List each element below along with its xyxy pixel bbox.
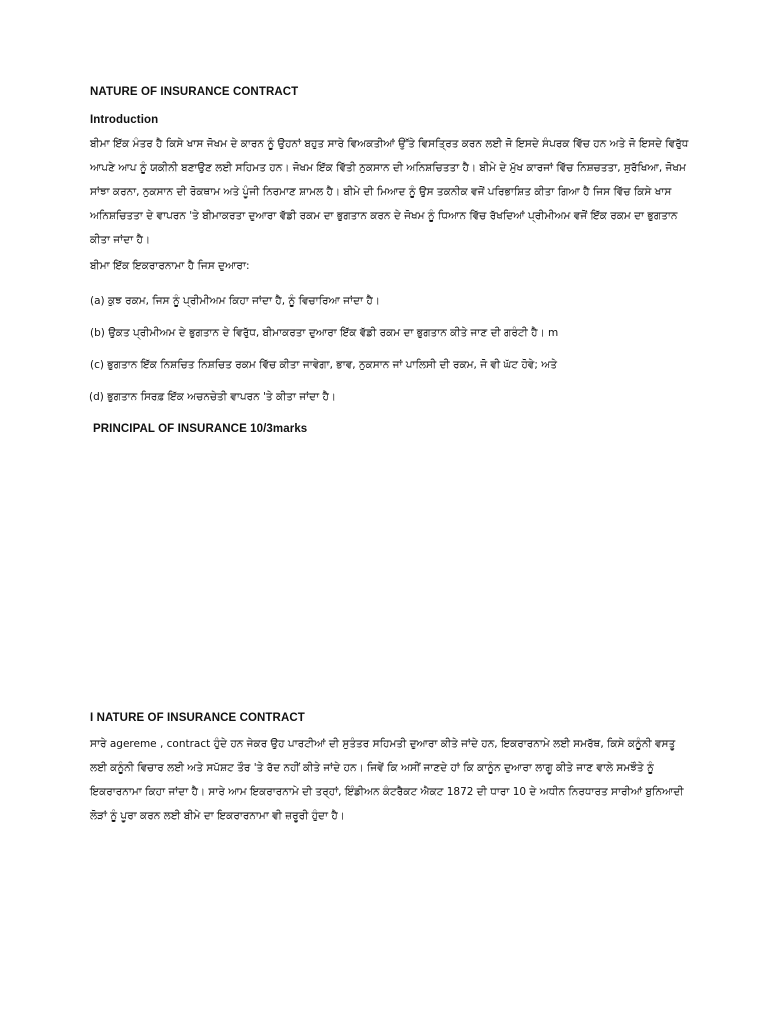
introduction-section-label — [90, 114, 690, 126]
nature-heading: NATURE OF INSURANCE CONTRACT — [90, 86, 299, 98]
list-item-b: (b) ਉਕਤ ਪ੍ਰੀਮੀਅਮ ਦੇ ਭੁਗਤਾਨ ਦੇ ਵਿਰੁੱਧ, ਬੀਮਾਕਰਤਾ ਦੁਆਰਾ ਇੱਕ ਵੱਡੀ ਰਕਮ ਦਾ ਭੁਗਤਾਨ ਕੀਤੇ ਜਾਣ ਦੀ ਗਰੰਟੀ ਹੈ। m — [90, 327, 559, 339]
list-item-d: (d) ਭੁਗਤਾਨ ਸਿਰਫ਼ ਇੱਕ ਅਚਨਚੇਤੀ ਵਾਪਰਨ 'ਤੇ ਕੀਤਾ ਜਾਂਦਾ ਹੈ। — [89, 391, 336, 403]
nature-paragraph: ਸਾਰੇ agereme , contract ਹੁੰਦੇ ਹਨ ਜੇਕਰ ਉਹ ਪਾਰਟੀਆਂ ਦੀ ਸੁਤੰਤਰ ਸਹਿਮਤੀ ਦੁਆਰਾ ਕੀਤੇ ਜਾਂਦੇ ਹਨ, ਇਕਰਾਰਨਾਮੇ ਲਈ ਸਮਰੱਥ, ਕਿਸੇ ਕਨੂੰਨੀ ਵਸਤੂ ਲਈ ਕਨੂੰਨੀ ਵਿਚਾਰ ਲਈ ਅਤੇ ਸਪੱਸ਼ਟ ਤੌਰ 'ਤੇ ਰੱਦ ਨਹੀਂ ਕੀਤੇ ਜਾਂਦੇ ਹਨ। ਜਿਵੇਂ ਕਿ ਅਸੀਂ ਜਾਣਦੇ ਹਾਂ ਕਿ ਕਾਨੂੰਨ ਦੁਆਰਾ ਲਾਗੂ ਕੀਤੇ ਜਾਣ ਵਾਲੇ ਸਮਝੌਤੇ ਨੂੰ ਇਕਰਾਰਨਾਮਾ ਕਿਹਾ ਜਾਂਦਾ ਹੈ। ਸਾਰੇ ਆਮ ਇਕਰਾਰਨਾਮੇ ਦੀ ਤਰ੍ਹਾਂ, ਇੰਡੀਅਨ ਕੰਟਰੈਕਟ ਐਕਟ 1872 ਦੀ ਧਾਰਾ 10 ਦੇ ਅਧੀਨ ਨਿਰਧਾਰਤ ਸਾਰੀਆਂ ਬੁਨਿਆਦੀ ਲੋੜਾਂ ਨੂੰ ਪੂਰਾ ਕਰਨ ਲਈ ਬੀਮੇ ਦਾ ਇਕਰਾਰਨਾਮਾ ਵੀ ਜ਼ਰੂਰੀ ਹੁੰਦਾ ਹੈ। — [90, 738, 684, 822]
nature-paragraph-block — [90, 732, 690, 828]
contract-definition-block — [90, 258, 690, 274]
nature-section-title — [90, 712, 690, 724]
list-item — [90, 325, 690, 341]
list-item-c: (c) ਭੁਗਤਾਨ ਇੱਕ ਨਿਸ਼ਚਿਤ ਨਿਸ਼ਚਿਤ ਰਕਮ ਵਿੱਚ ਕੀਤਾ ਜਾਵੇਗਾ, ਭਾਵ, ਨੁਕਸਾਨ ਜਾਂ ਪਾਲਿਸੀ ਦੀ ਰਕਮ, ਜੋ ਵੀ ਘੱਟ ਹੋਵੇ; ਅਤੇ — [90, 359, 557, 371]
list-item-a: (a) ਕੁਝ ਰਕਮ, ਜਿਸ ਨੂੰ ਪ੍ਰੀਮੀਅਮ ਕਿਹਾ ਜਾਂਦਾ ਹੈ, ਨੂੰ ਵਿਚਾਰਿਆ ਜਾਂਦਾ ਹੈ। — [90, 295, 380, 307]
contract-definition-text: ਬੀਮਾ ਇੱਕ ਇਕਰਾਰਨਾਮਾ ਹੈ ਜਿਸ ਦੁਆਰਾ: — [90, 260, 250, 272]
principal-section-title — [93, 423, 693, 435]
introduction-paragraph-block — [90, 132, 690, 252]
introduction-heading: Introduction — [90, 114, 159, 126]
nature-i-heading: I NATURE OF INSURANCE CONTRACT — [90, 712, 305, 724]
list-item — [89, 389, 689, 405]
introduction-paragraph: ਬੀਮਾ ਇੱਕ ਮੰਤਰ ਹੈ ਕਿਸੇ ਖਾਸ ਜੋਖਮ ਦੇ ਕਾਰਨ ਨੂੰ ਉਹਨਾਂ ਬਹੁਤ ਸਾਰੇ ਵਿਅਕਤੀਆਂ ਉੱਤੇ ਵਿਸਤ੍ਰਿਤ ਕਰਨ ਲਈ ਜੋ ਇਸਦੇ ਸੰਪਰਕ ਵਿੱਚ ਹਨ ਅਤੇ ਜੋ ਇਸਦੇ ਵਿਰੁੱਧ ਆਪਣੇ ਆਪ ਨੂੰ ਯਕੀਨੀ ਬਣਾਉਣ ਲਈ ਸਹਿਮਤ ਹਨ। ਜੋਖਮ ਇੱਕ ਵਿੱਤੀ ਨੁਕਸਾਨ ਦੀ ਅਨਿਸ਼ਚਿਤਤਾ ਹੈ। ਬੀਮੇ ਦੇ ਮੁੱਖ ਕਾਰਜਾਂ ਵਿੱਚ ਨਿਸ਼ਚਤਤਾ, ਸੁਰੱਖਿਆ, ਜੋਖਮ ਸਾਂਝਾ ਕਰਨਾ, ਨੁਕਸਾਨ ਦੀ ਰੋਕਥਾਮ ਅਤੇ ਪੂੰਜੀ ਨਿਰਮਾਣ ਸ਼ਾਮਲ ਹੈ। ਬੀਮੇ ਦੀ ਮਿਆਦ ਨੂੰ ਉਸ ਤਕਨੀਕ ਵਜੋਂ ਪਰਿਭਾਸ਼ਿਤ ਕੀਤਾ ਗਿਆ ਹੈ ਜਿਸ ਵਿੱਚ ਕਿਸੇ ਖਾਸ ਅਨਿਸ਼ਚਿਤਤਾ ਦੇ ਵਾਪਰਨ 'ਤੇ ਬੀਮਾਕਰਤਾ ਦੁਆਰਾ ਵੱਡੀ ਰਕਮ ਦਾ ਭੁਗਤਾਨ ਕਰਨ ਦੇ ਜੋਖਮ ਨੂੰ ਧਿਆਨ ਵਿੱਚ ਰੱਖਦਿਆਂ ਪ੍ਰੀਮੀਅਮ ਵਜੋਂ ਇੱਕ ਰਕਮ ਦਾ ਭੁਗਤਾਨ ਕੀਤਾ ਜਾਂਦਾ ਹੈ। — [90, 138, 689, 246]
document-title — [90, 86, 690, 98]
list-item — [90, 357, 690, 373]
list-item — [90, 293, 690, 309]
principal-heading: PRINCIPAL OF INSURANCE 10/3marks — [93, 423, 308, 435]
